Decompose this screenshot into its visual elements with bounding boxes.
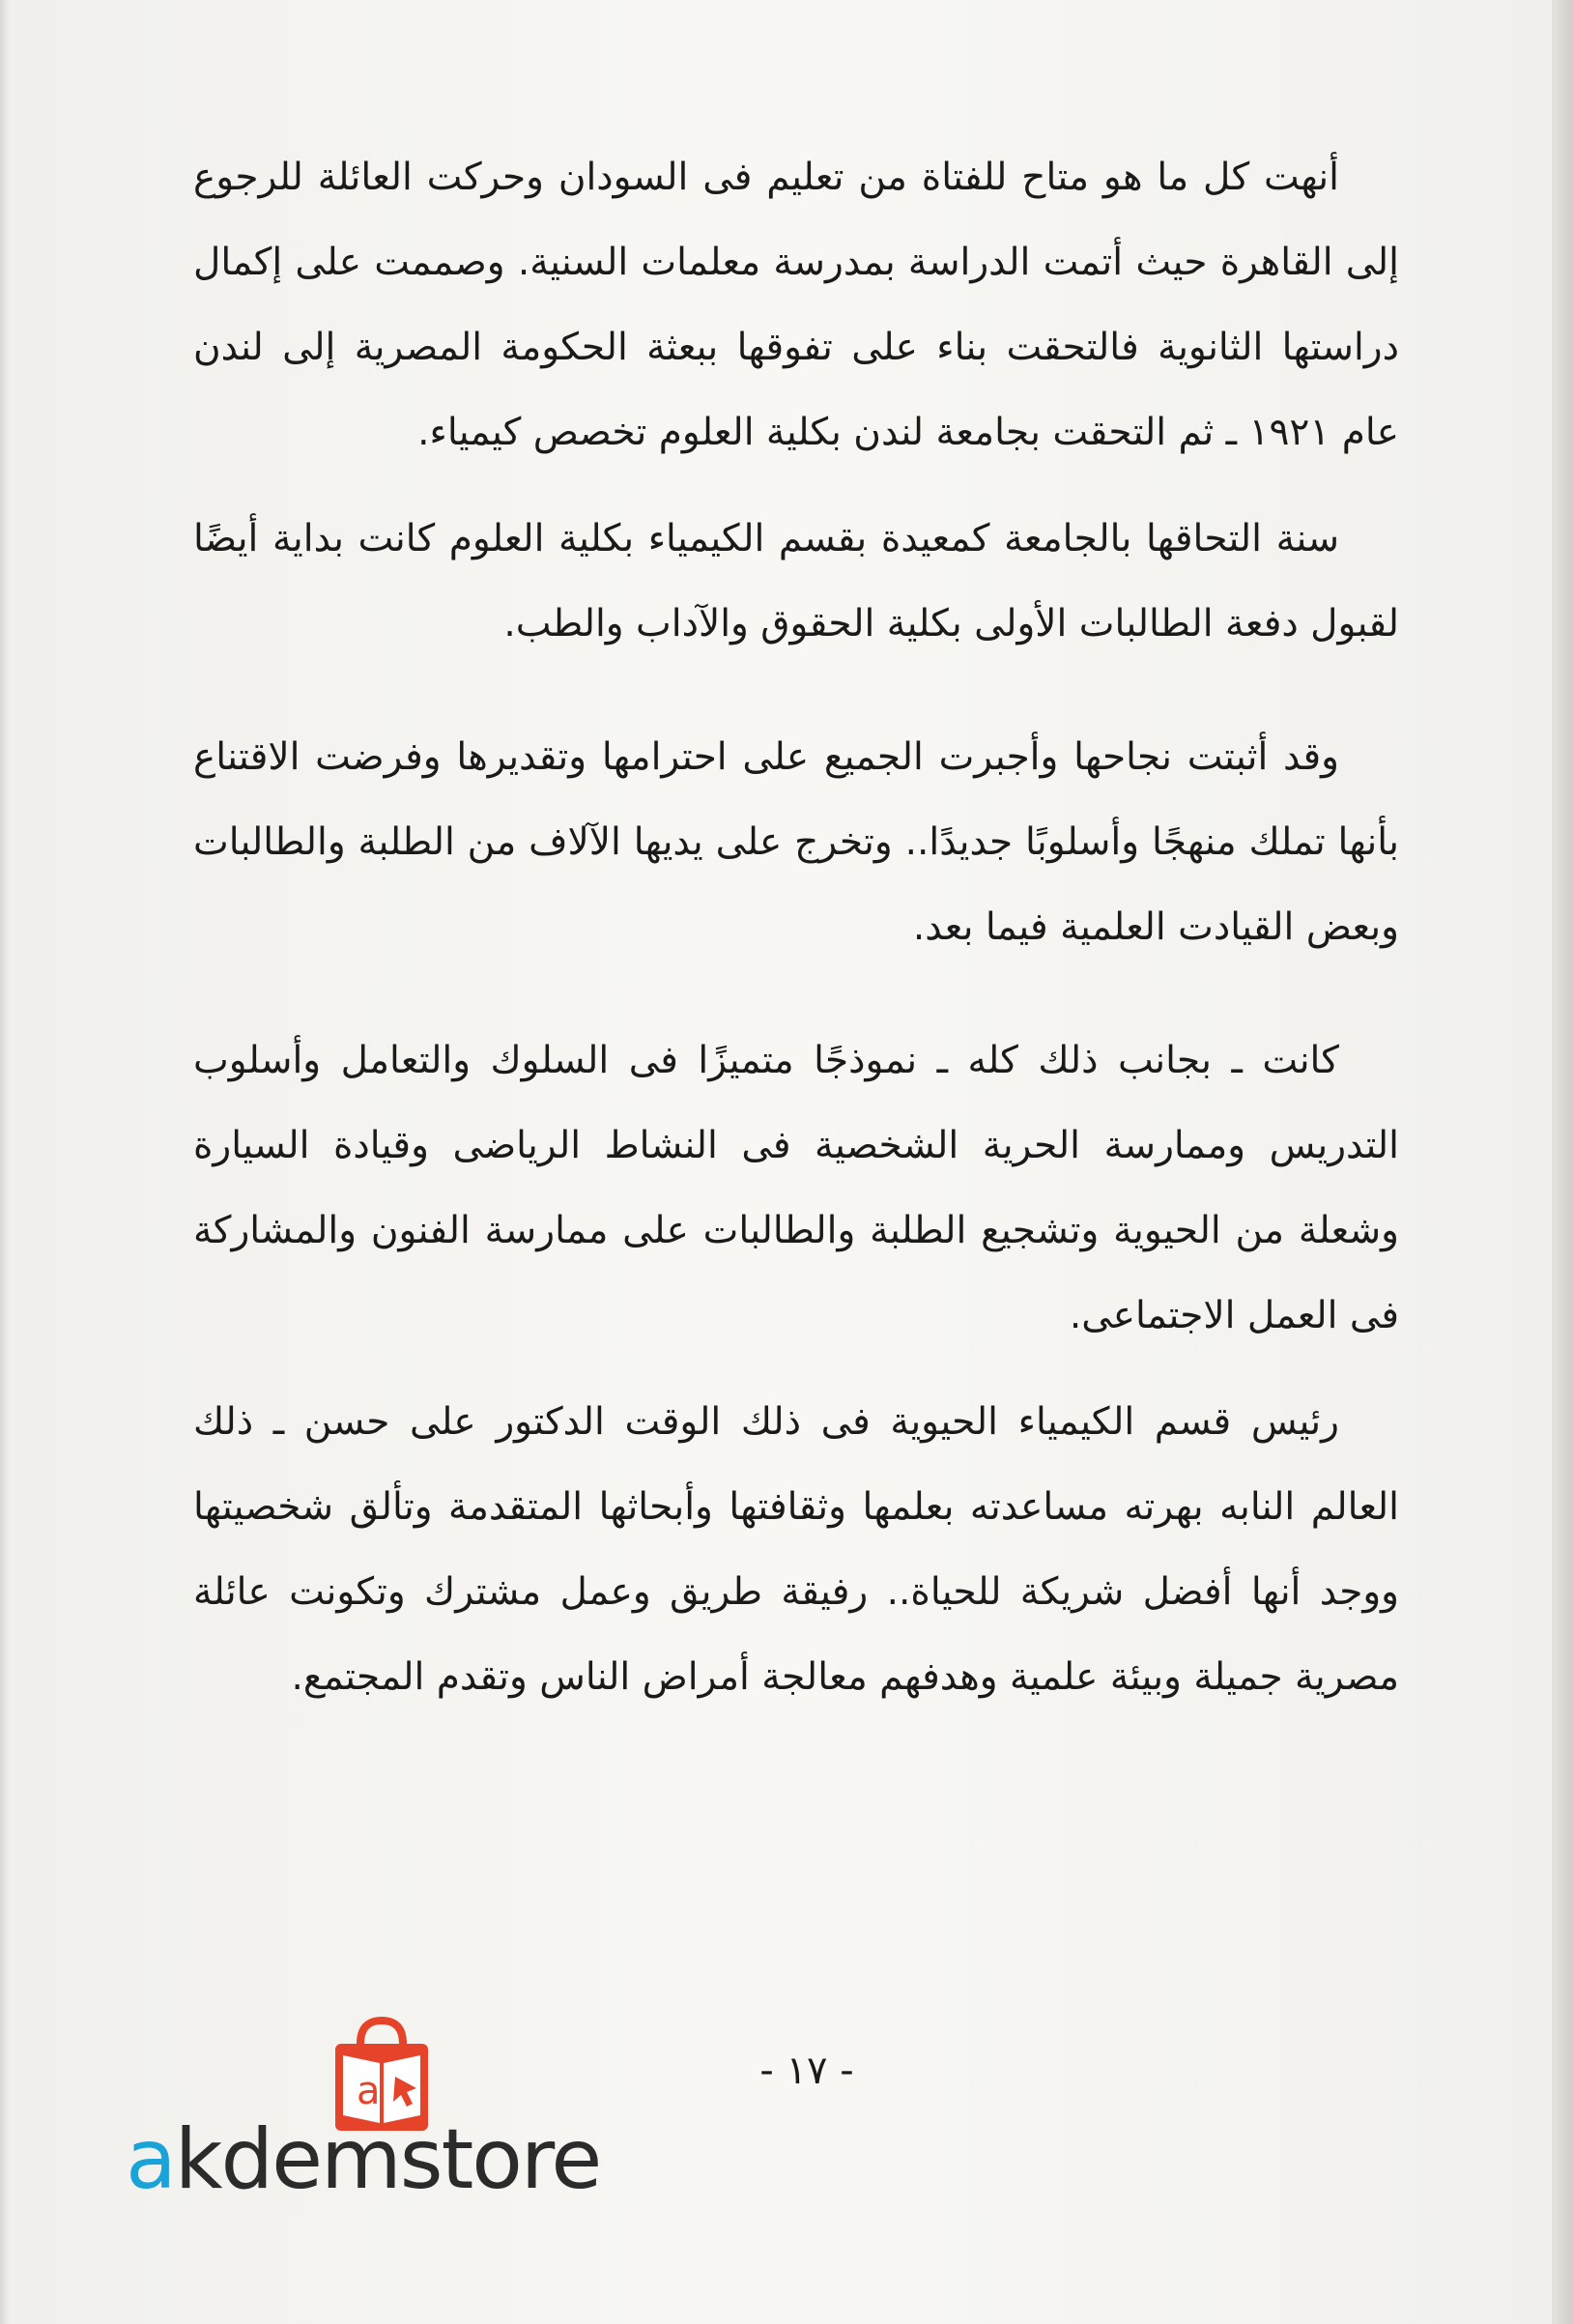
page-outer-edge bbox=[1552, 0, 1573, 2324]
paragraph-3: وقد أثبتت نجاحها وأجبرت الجميع على احترامها وتقديرها وفرضت الاقتناع بأنها تملك منهجًا وأسلوبًا جديدًا.. وتخرج على يديها الآلاف من الطلبة والطالبات وبعض القيادت العلمية فيما بعد. bbox=[193, 735, 1399, 949]
paragraph-4: كانت ـ بجانب ذلك كله ـ نموذجًا متميزًا فى السلوك والتعامل وأسلوب التدريس وممارسة الحرية الشخصية فى النشاط الرياضى وقيادة السيارة وشعلة من الحيوية وتشجيع الطلبة والطالبات على ممارسة الفنون والمشاركة فى العمل الاجتماعى. bbox=[193, 1039, 1399, 1337]
store-brand-name bbox=[126, 2111, 600, 2208]
svg-text:a: a bbox=[357, 2069, 381, 2113]
paragraph-2: سنة التحاقها بالجامعة كمعيدة بقسم الكيمياء بكلية العلوم كانت بداية أيضًا لقبول دفعة الطالبات الأولى بكلية الحقوق والآداب والطب. bbox=[193, 517, 1399, 646]
brand-name-rest: kdemstore bbox=[174, 2111, 601, 2208]
body-text bbox=[193, 135, 1399, 1720]
paragraph-1: أنهت كل ما هو متاح للفتاة من تعليم فى السودان وحركت العائلة للرجوع إلى القاهرة حيث أتمت الدراسة بمدرسة معلمات السنية. وصممت على إكمال دراستها الثانوية فالتحقت بناء على تفوقها ببعثة الحكومة المصرية إلى لندن عام ١٩٢١ ـ ثم التحقت بجامعة لندن بكلية العلوم تخصص كيمياء. bbox=[193, 156, 1399, 454]
paragraph-5: رئيس قسم الكيمياء الحيوية فى ذلك الوقت الدكتور على حسن ـ ذلك العالم النابه بهرته مساعدته بعلمها وثقافتها وأبحاثها المتقدمة وتألق شخصيتها ووجد أنها أفضل شريكة للحياة.. رفيقة طريق وعمل مشترك وتكونت عائلة مصرية جميلة وبيئة علمية وهدفهم معالجة أمراض الناس وتقدم المجتمع. bbox=[193, 1400, 1399, 1699]
page-binding-edge bbox=[0, 0, 10, 2324]
page-number: - ١٧ - bbox=[759, 2049, 854, 2093]
brand-first-letter: a bbox=[126, 2111, 175, 2208]
store-watermark-logo bbox=[126, 2015, 628, 2208]
